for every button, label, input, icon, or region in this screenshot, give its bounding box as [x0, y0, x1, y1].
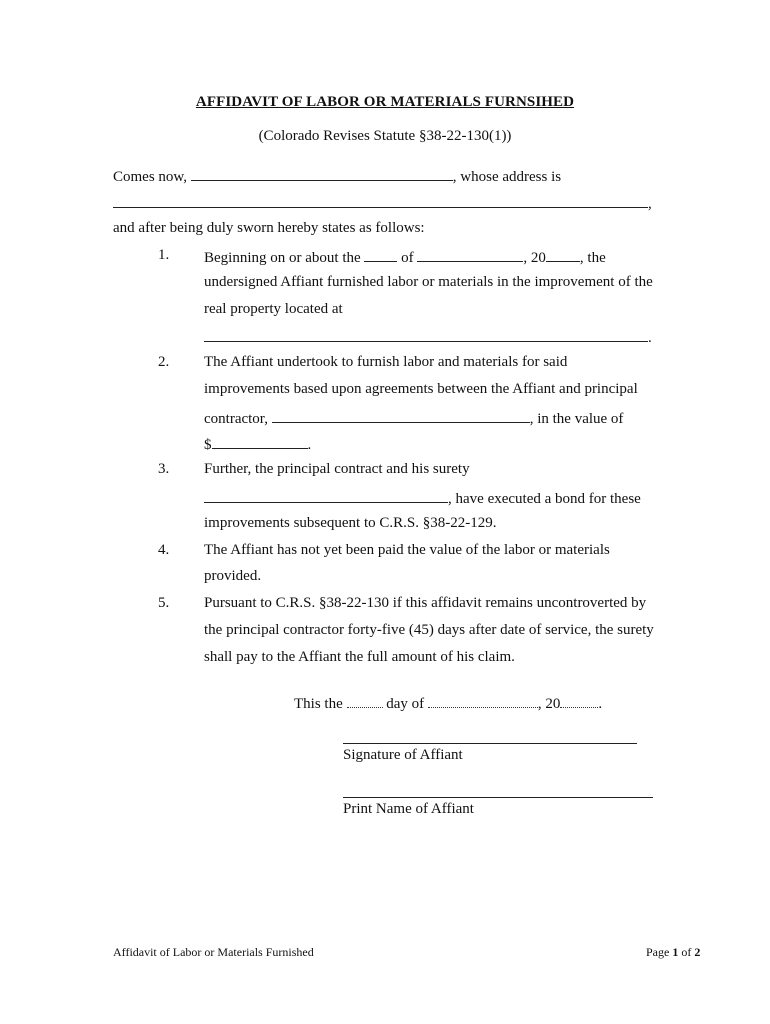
- item-4-line-1: The Affiant has not yet been paid the value of the labor or materials: [204, 542, 610, 558]
- principal-contractor-field[interactable]: [272, 408, 530, 423]
- comes-now-text: Comes now,: [113, 169, 188, 185]
- item-1-line-1: [204, 247, 606, 267]
- of-word: of: [681, 945, 692, 959]
- contract-value-field[interactable]: [212, 434, 308, 449]
- item-4-line-2: provided.: [204, 568, 262, 584]
- item-2-line-1: The Affiant undertook to furnish labor and materials for said: [204, 354, 568, 370]
- address-comma: ,: [648, 196, 652, 212]
- start-day-field[interactable]: [364, 247, 397, 262]
- item-5-line-2: the principal contractor forty-five (45) days after date of service, the surety: [204, 622, 654, 638]
- whose-address-text: , whose address is: [452, 169, 562, 185]
- footer-page-number: [646, 945, 700, 960]
- item-2-line-3: [204, 408, 623, 428]
- page-current: 1: [672, 945, 679, 959]
- item-2-period: .: [307, 437, 312, 453]
- item-1-text-d: , the: [579, 250, 606, 266]
- item-3-line-1: Further, the principal contract and his surety: [204, 461, 470, 477]
- item-1-text-b: of: [401, 250, 414, 266]
- item-3-bond-text: , have executed a bond for these: [448, 491, 641, 507]
- item-1-line-4: [204, 327, 652, 347]
- item-3-number: 3.: [158, 461, 170, 477]
- print-name-label: Print Name of Affiant: [343, 801, 474, 817]
- this-the-text: This the: [294, 696, 343, 712]
- affiant-address-field[interactable]: [113, 193, 648, 208]
- dated-period: .: [598, 696, 603, 712]
- item-5-line-1: Pursuant to C.R.S. §38-22-130 if this affidavit remains uncontroverted by: [204, 595, 647, 611]
- signed-month-field[interactable]: [428, 693, 538, 708]
- page-word: Page: [646, 945, 670, 959]
- item-5-number: 5.: [158, 595, 170, 611]
- dated-line: [294, 693, 602, 713]
- item-4-number: 4.: [158, 542, 170, 558]
- comma-20-text: , 20: [537, 696, 561, 712]
- surety-field[interactable]: [204, 488, 448, 503]
- affiant-name-field[interactable]: [191, 166, 453, 181]
- signed-day-field[interactable]: [347, 693, 383, 708]
- item-2-value-text: , in the value of: [529, 411, 624, 427]
- page-total: 2: [694, 945, 701, 959]
- day-of-text: day of: [386, 696, 425, 712]
- address-line: [113, 193, 652, 213]
- item-1-line-2: undersigned Affiant furnished labor or materials in the improvement of the: [204, 274, 653, 290]
- signed-year-field[interactable]: [560, 693, 598, 708]
- item-1-number: 1.: [158, 247, 170, 263]
- start-month-field[interactable]: [417, 247, 523, 262]
- start-year-field[interactable]: [546, 247, 580, 262]
- item-1-line-3: real property located at: [204, 301, 343, 317]
- document-subtitle: (Colorado Revises Statute §38-22-130(1)): [258, 128, 512, 144]
- document-title: AFFIDAVIT OF LABOR OR MATERIALS FURNSIHED: [195, 94, 575, 110]
- comes-now-line: [113, 166, 561, 186]
- item-5-line-3: shall pay to the Affiant the full amount of his claim.: [204, 649, 515, 665]
- footer-document-name: Affidavit of Labor or Materials Furnished: [113, 945, 314, 959]
- item-2-line-2: improvements based upon agreements between the Affiant and principal: [204, 381, 638, 397]
- item-1-text-a: Beginning on or about the: [204, 250, 361, 266]
- item-3-line-2: [204, 488, 641, 508]
- print-name-line[interactable]: [343, 797, 653, 798]
- signature-label: Signature of Affiant: [343, 747, 463, 763]
- item-1-text-c: , 20: [523, 250, 546, 266]
- sworn-statement: and after being duly sworn hereby states as follows:: [113, 220, 425, 236]
- signature-line[interactable]: [343, 743, 637, 744]
- item-2-contractor-label: contractor,: [204, 411, 268, 427]
- item-1-period: .: [648, 330, 652, 346]
- dollar-sign: $: [204, 437, 212, 453]
- item-3-line-3: improvements subsequent to C.R.S. §38-22-129.: [204, 515, 497, 531]
- item-2-line-4: [204, 434, 311, 454]
- property-location-field[interactable]: [204, 327, 648, 342]
- item-2-number: 2.: [158, 354, 170, 370]
